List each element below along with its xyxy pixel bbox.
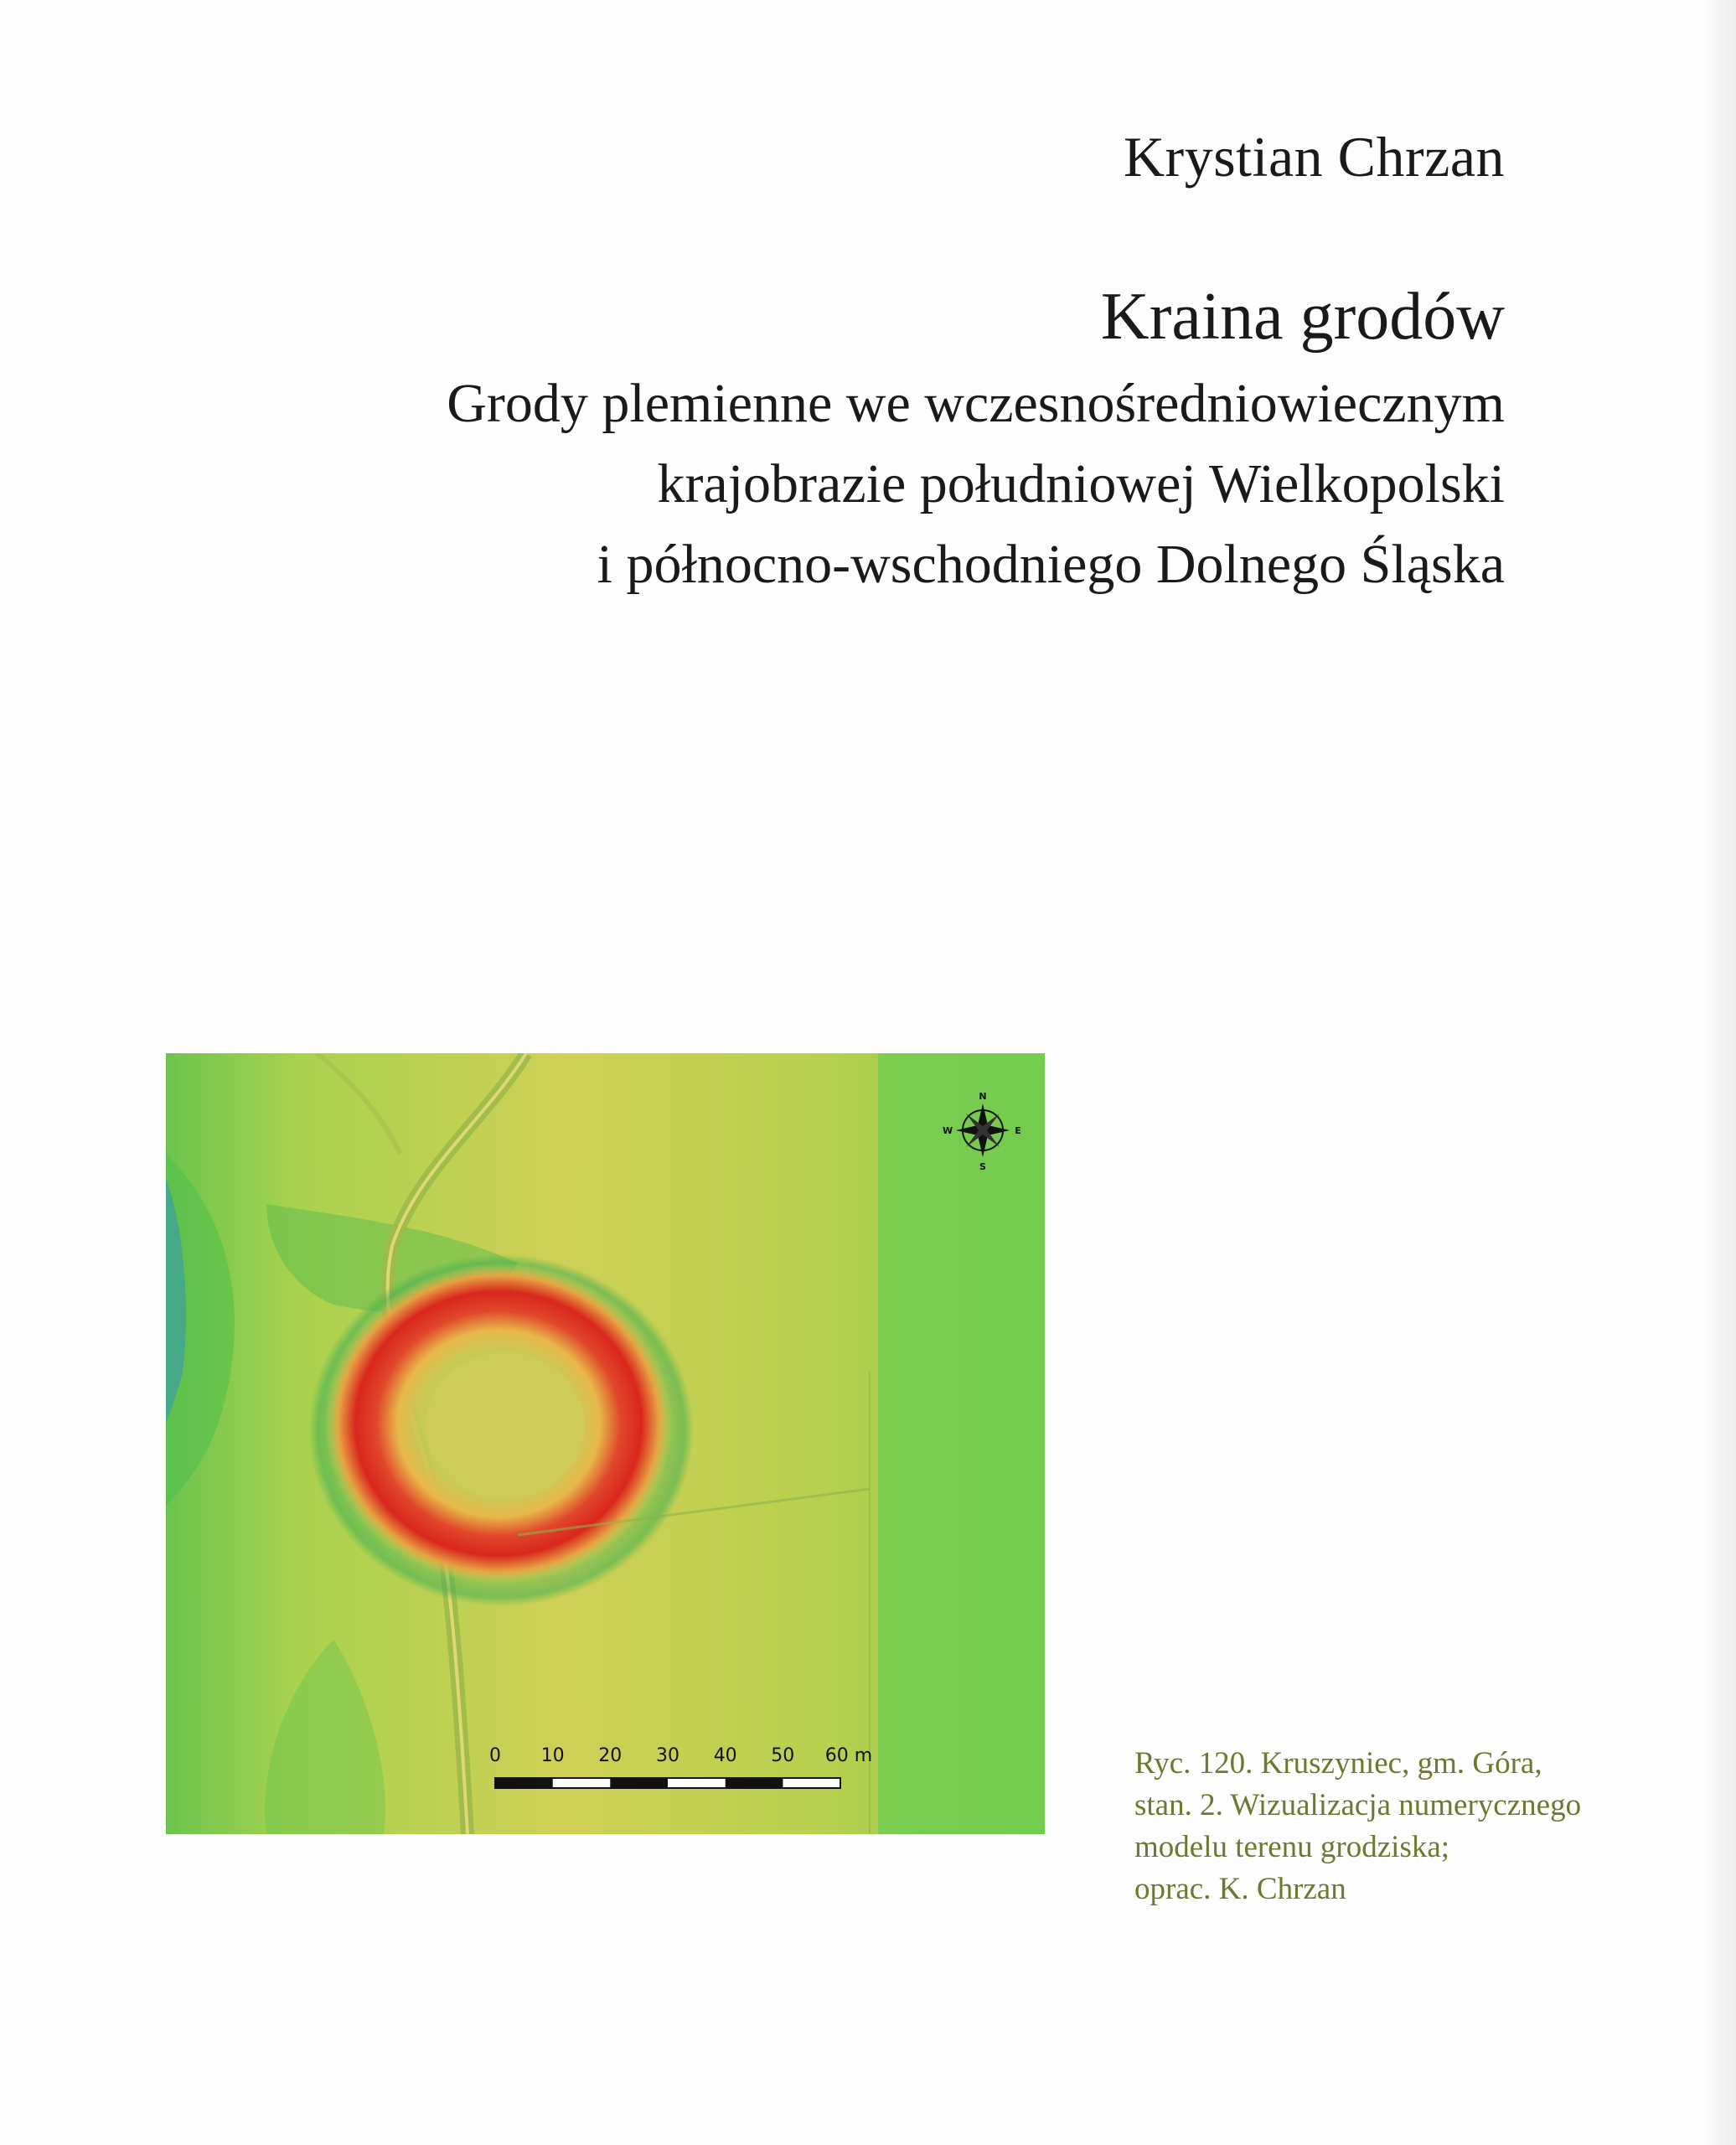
- caption-line-3: modelu terenu grodziska;: [1134, 1830, 1450, 1864]
- compass-east-label: E: [1015, 1125, 1021, 1136]
- page-edge-shadow: [1702, 0, 1736, 2145]
- scale-tick-label: 10: [540, 1745, 565, 1766]
- terrain-model-image: [166, 1053, 1045, 1834]
- caption-line-4: oprac. K. Chrzan: [1134, 1872, 1346, 1906]
- compass-south-label: S: [979, 1161, 986, 1172]
- subtitle-line-2: krajobrazie południowej Wielkopolski: [657, 453, 1505, 514]
- compass-west-label: W: [942, 1125, 953, 1136]
- subtitle-line-3: i północno-wschodniego Dolnego Śląska: [597, 534, 1505, 595]
- scale-tick-label: 0: [489, 1745, 501, 1766]
- caption-line-1: Ryc. 120. Kruszyniec, gm. Góra,: [1134, 1746, 1542, 1781]
- caption-line-2: stan. 2. Wizualizacja numerycznego: [1134, 1788, 1582, 1822]
- scale-tick-label: 40: [713, 1745, 737, 1766]
- stronghold-interior: [426, 1352, 585, 1500]
- title-block: [447, 277, 1505, 605]
- terrain-model-figure: [166, 1053, 1045, 1834]
- east-field: [878, 1053, 1045, 1834]
- author-name: Krystian Chrzan: [1123, 125, 1505, 189]
- scale-tick-label: 20: [598, 1745, 623, 1766]
- subtitle-line-1: Grody plemienne we wczesnośredniowiecznym: [447, 373, 1505, 434]
- book-title: Kraina grodów: [1100, 280, 1505, 354]
- scale-tick-label: 50: [771, 1745, 795, 1766]
- figure-caption: [1134, 1743, 1671, 1910]
- compass-north-label: N: [979, 1091, 987, 1102]
- scale-tick-label: 30: [656, 1745, 679, 1766]
- scale-tick-label: 60 m: [824, 1745, 873, 1766]
